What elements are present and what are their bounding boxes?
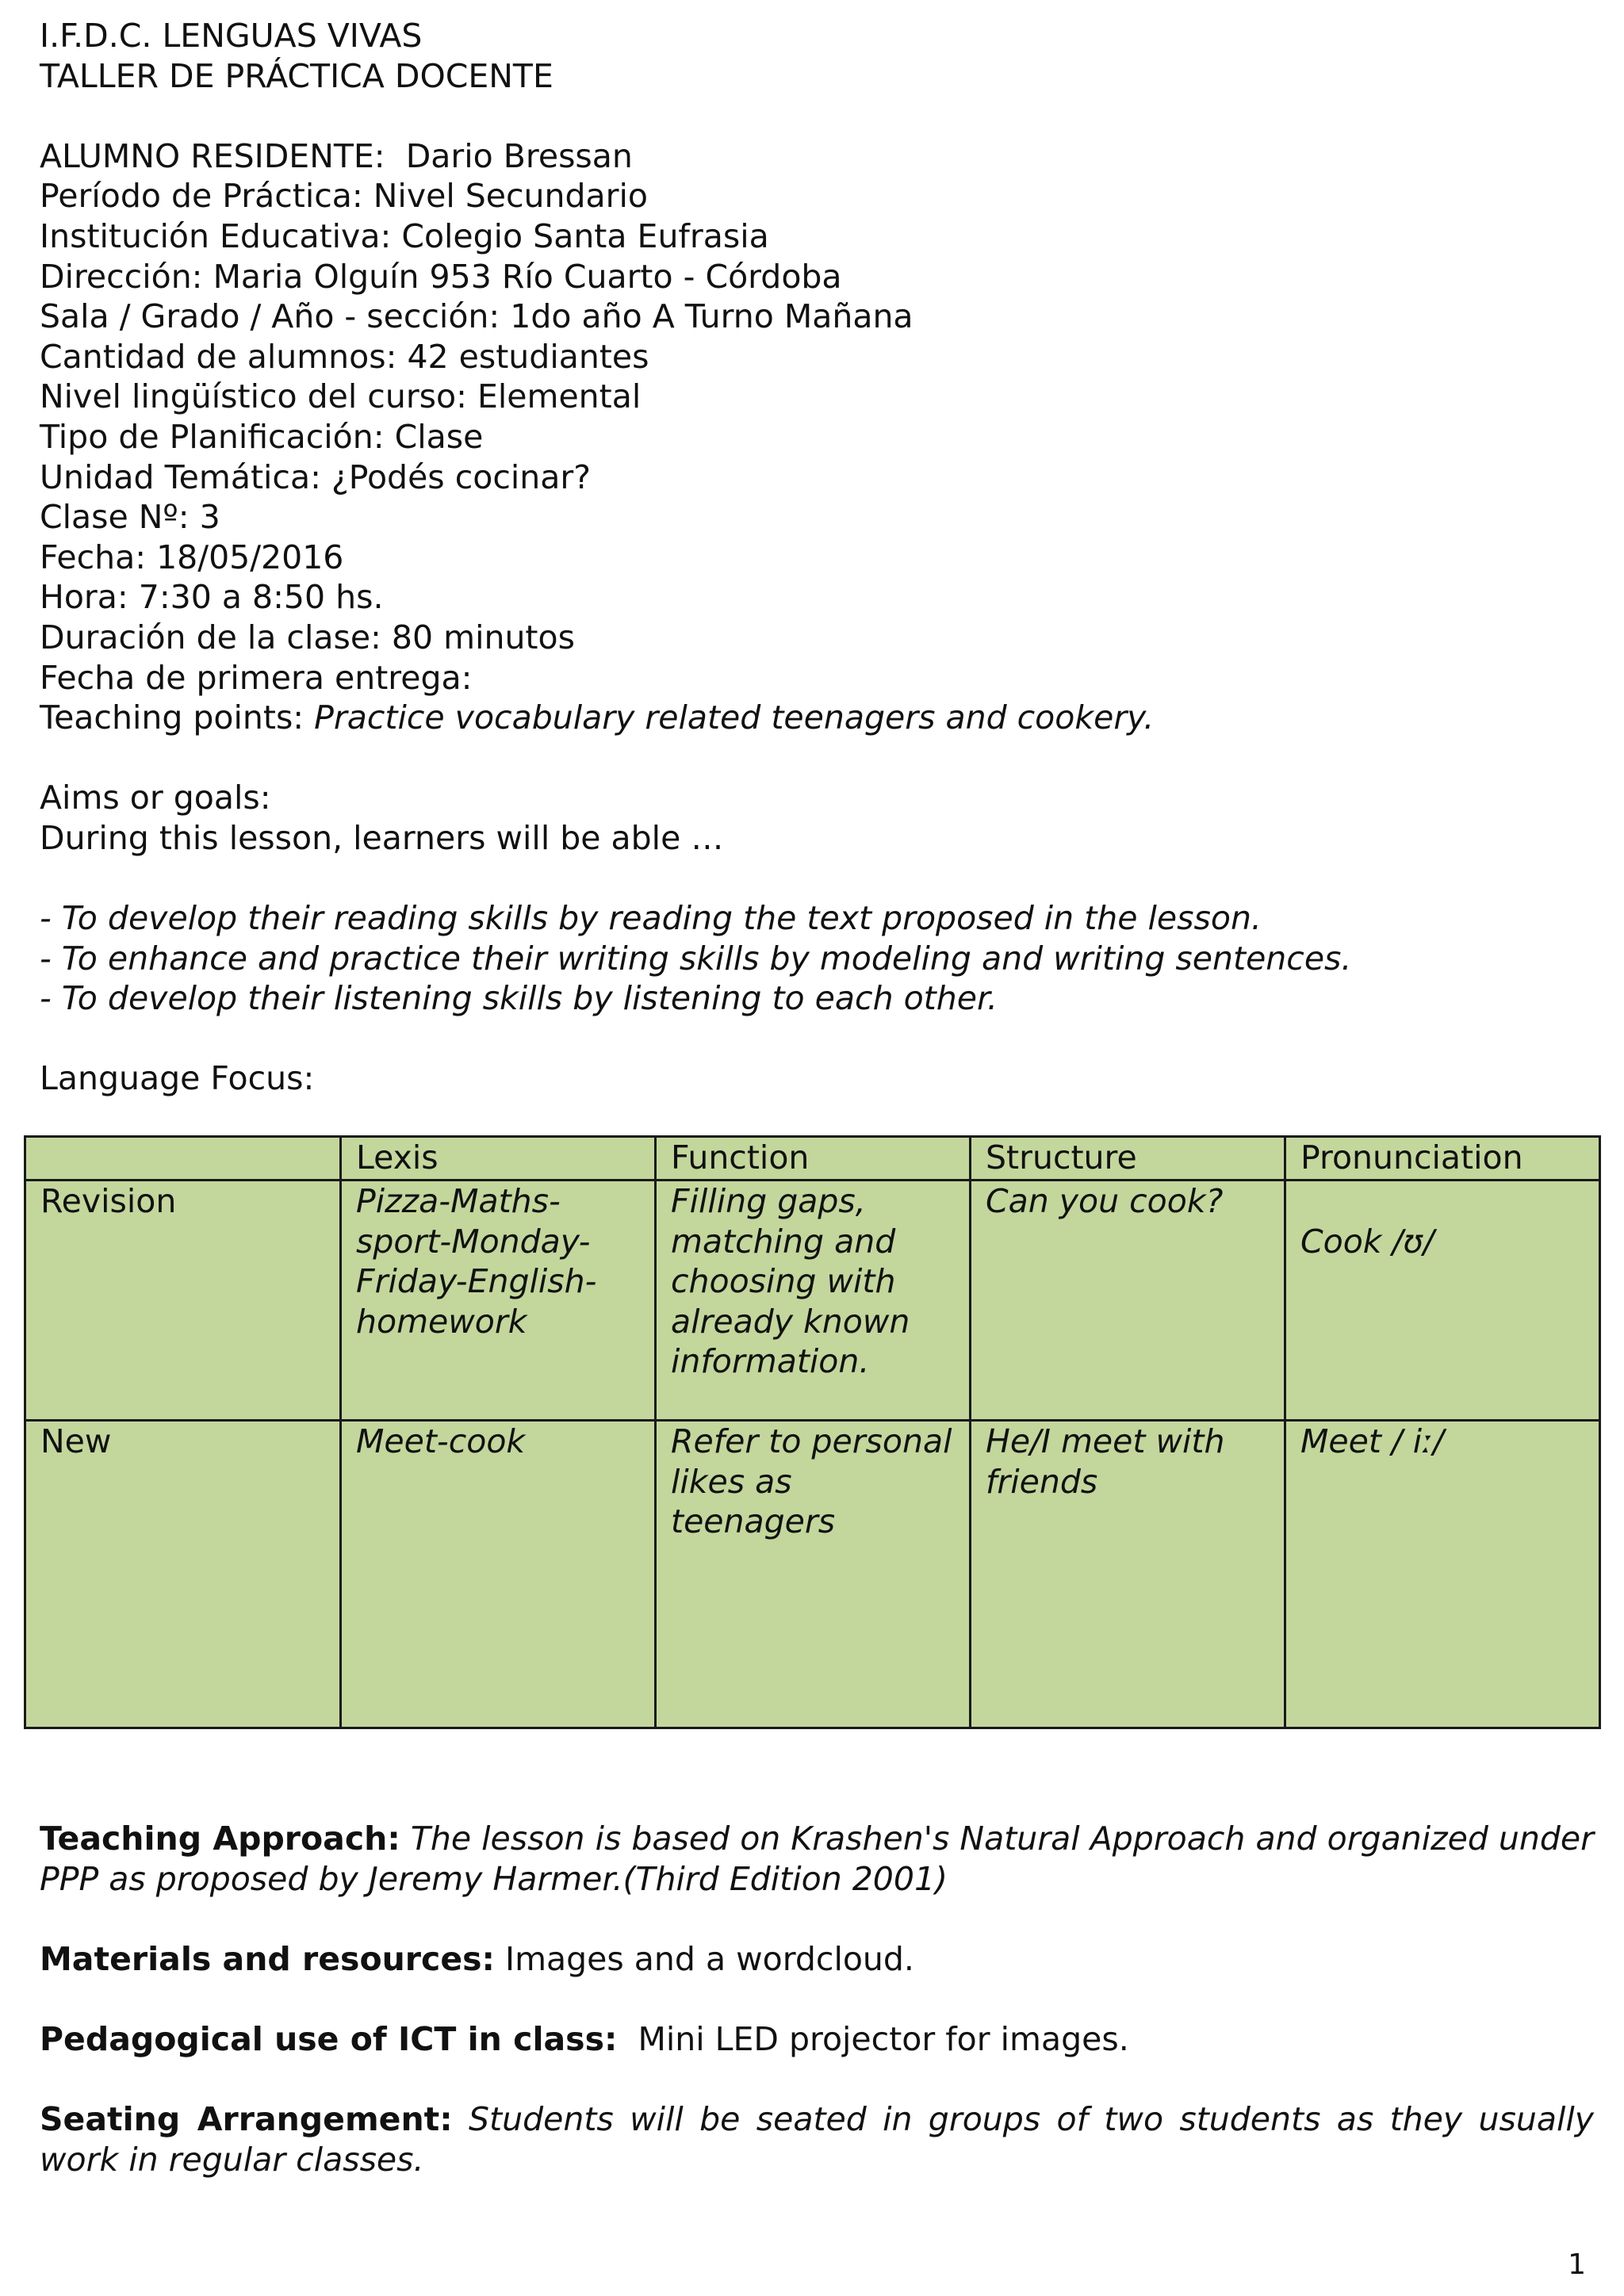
info-students-count: Cantidad de alumnos: 42 estudiantes bbox=[40, 337, 649, 376]
info-time: Hora: 7:30 a 8:50 hs. bbox=[40, 578, 384, 617]
workshop-name: TALLER DE PRÁCTICA DOCENTE bbox=[40, 56, 553, 95]
info-date: Fecha: 18/05/2016 bbox=[40, 538, 344, 576]
cell-structure: Can you cook? bbox=[971, 1181, 1285, 1421]
table-row-new bbox=[25, 1421, 1600, 1728]
info-duration: Duración de la clase: 80 minutos bbox=[40, 618, 575, 656]
table-header-row bbox=[25, 1137, 1600, 1181]
aim-item: - To develop their listening skills by listening to each other. bbox=[40, 979, 998, 1018]
info-student: ALUMNO RESIDENTE: Dario Bressan bbox=[40, 136, 633, 175]
seating-arrangement: Seating Arrangement: Students will be seated in groups of two students as they usually work in regular classes. bbox=[40, 2100, 1594, 2179]
language-focus-table bbox=[24, 1135, 1601, 1729]
aim-item: - To develop their reading skills by reading the text proposed in the lesson. bbox=[40, 899, 1262, 938]
cell-structure: He/I meet with friends bbox=[971, 1421, 1285, 1728]
info-period: Período de Práctica: Nivel Secundario bbox=[40, 177, 648, 216]
info-grade: Sala / Grado / Año - sección: 1do año A Turno Mañana bbox=[40, 297, 914, 336]
info-institution: Institución Educativa: Colegio Santa Eufrasia bbox=[40, 216, 769, 255]
header-cell-pronunciation: Pronunciation bbox=[1285, 1137, 1600, 1181]
info-plan-type: Tipo de Planificación: Clase bbox=[40, 417, 484, 456]
row-label: New bbox=[25, 1421, 341, 1728]
header-cell-function: Function bbox=[656, 1137, 971, 1181]
document-header bbox=[40, 16, 1594, 1099]
page-number: 1 bbox=[1568, 2248, 1586, 2281]
header-cell-structure: Structure bbox=[971, 1137, 1285, 1181]
cell-pronunciation: Cook /ʊ/ bbox=[1285, 1181, 1600, 1421]
info-address: Dirección: Maria Olguín 953 Río Cuarto - Córdoba bbox=[40, 257, 842, 296]
table-row-revision bbox=[25, 1181, 1600, 1421]
materials-resources: Materials and resources: Images and a wordcloud. bbox=[40, 1940, 914, 1978]
header-cell-empty bbox=[25, 1137, 341, 1181]
info-teaching-points: Teaching points: Practice vocabulary related teenagers and cookery. bbox=[40, 698, 1155, 737]
row-label: Revision bbox=[25, 1181, 341, 1421]
ict-use: Pedagogical use of ICT in class: Mini LED projector for images. bbox=[40, 2020, 1129, 2058]
language-focus-title: Language Focus: bbox=[40, 1059, 315, 1098]
cell-function: Filling gaps, matching and choosing with already known information. bbox=[656, 1181, 971, 1421]
info-unit: Unidad Temática: ¿Podés cocinar? bbox=[40, 457, 591, 496]
cell-lexis: Pizza-Maths- sport-Monday- Friday-English- homework bbox=[341, 1181, 656, 1421]
aims-intro: During this lesson, learners will be able … bbox=[40, 818, 724, 857]
aims-title: Aims or goals: bbox=[40, 779, 271, 817]
cell-pronunciation: Meet / iː/ bbox=[1285, 1421, 1600, 1728]
aim-item: - To enhance and practice their writing skills by modeling and writing sentences. bbox=[40, 939, 1352, 978]
header-cell-lexis: Lexis bbox=[341, 1137, 656, 1181]
info-first-delivery: Fecha de primera entrega: bbox=[40, 658, 473, 697]
cell-lexis: Meet-cook bbox=[341, 1421, 656, 1728]
info-class-number: Clase Nº: 3 bbox=[40, 498, 220, 537]
teaching-approach: Teaching Approach: The lesson is based on Krashen's Natural Approach and organized under PPP as proposed by Jeremy Harmer.(Third Edition 2001) bbox=[40, 1820, 1594, 1898]
cell-function: Refer to personal likes as teenagers bbox=[656, 1421, 971, 1728]
info-level: Nivel lingüístico del curso: Elemental bbox=[40, 377, 642, 416]
institute-name: I.F.D.C. LENGUAS VIVAS bbox=[40, 17, 423, 55]
